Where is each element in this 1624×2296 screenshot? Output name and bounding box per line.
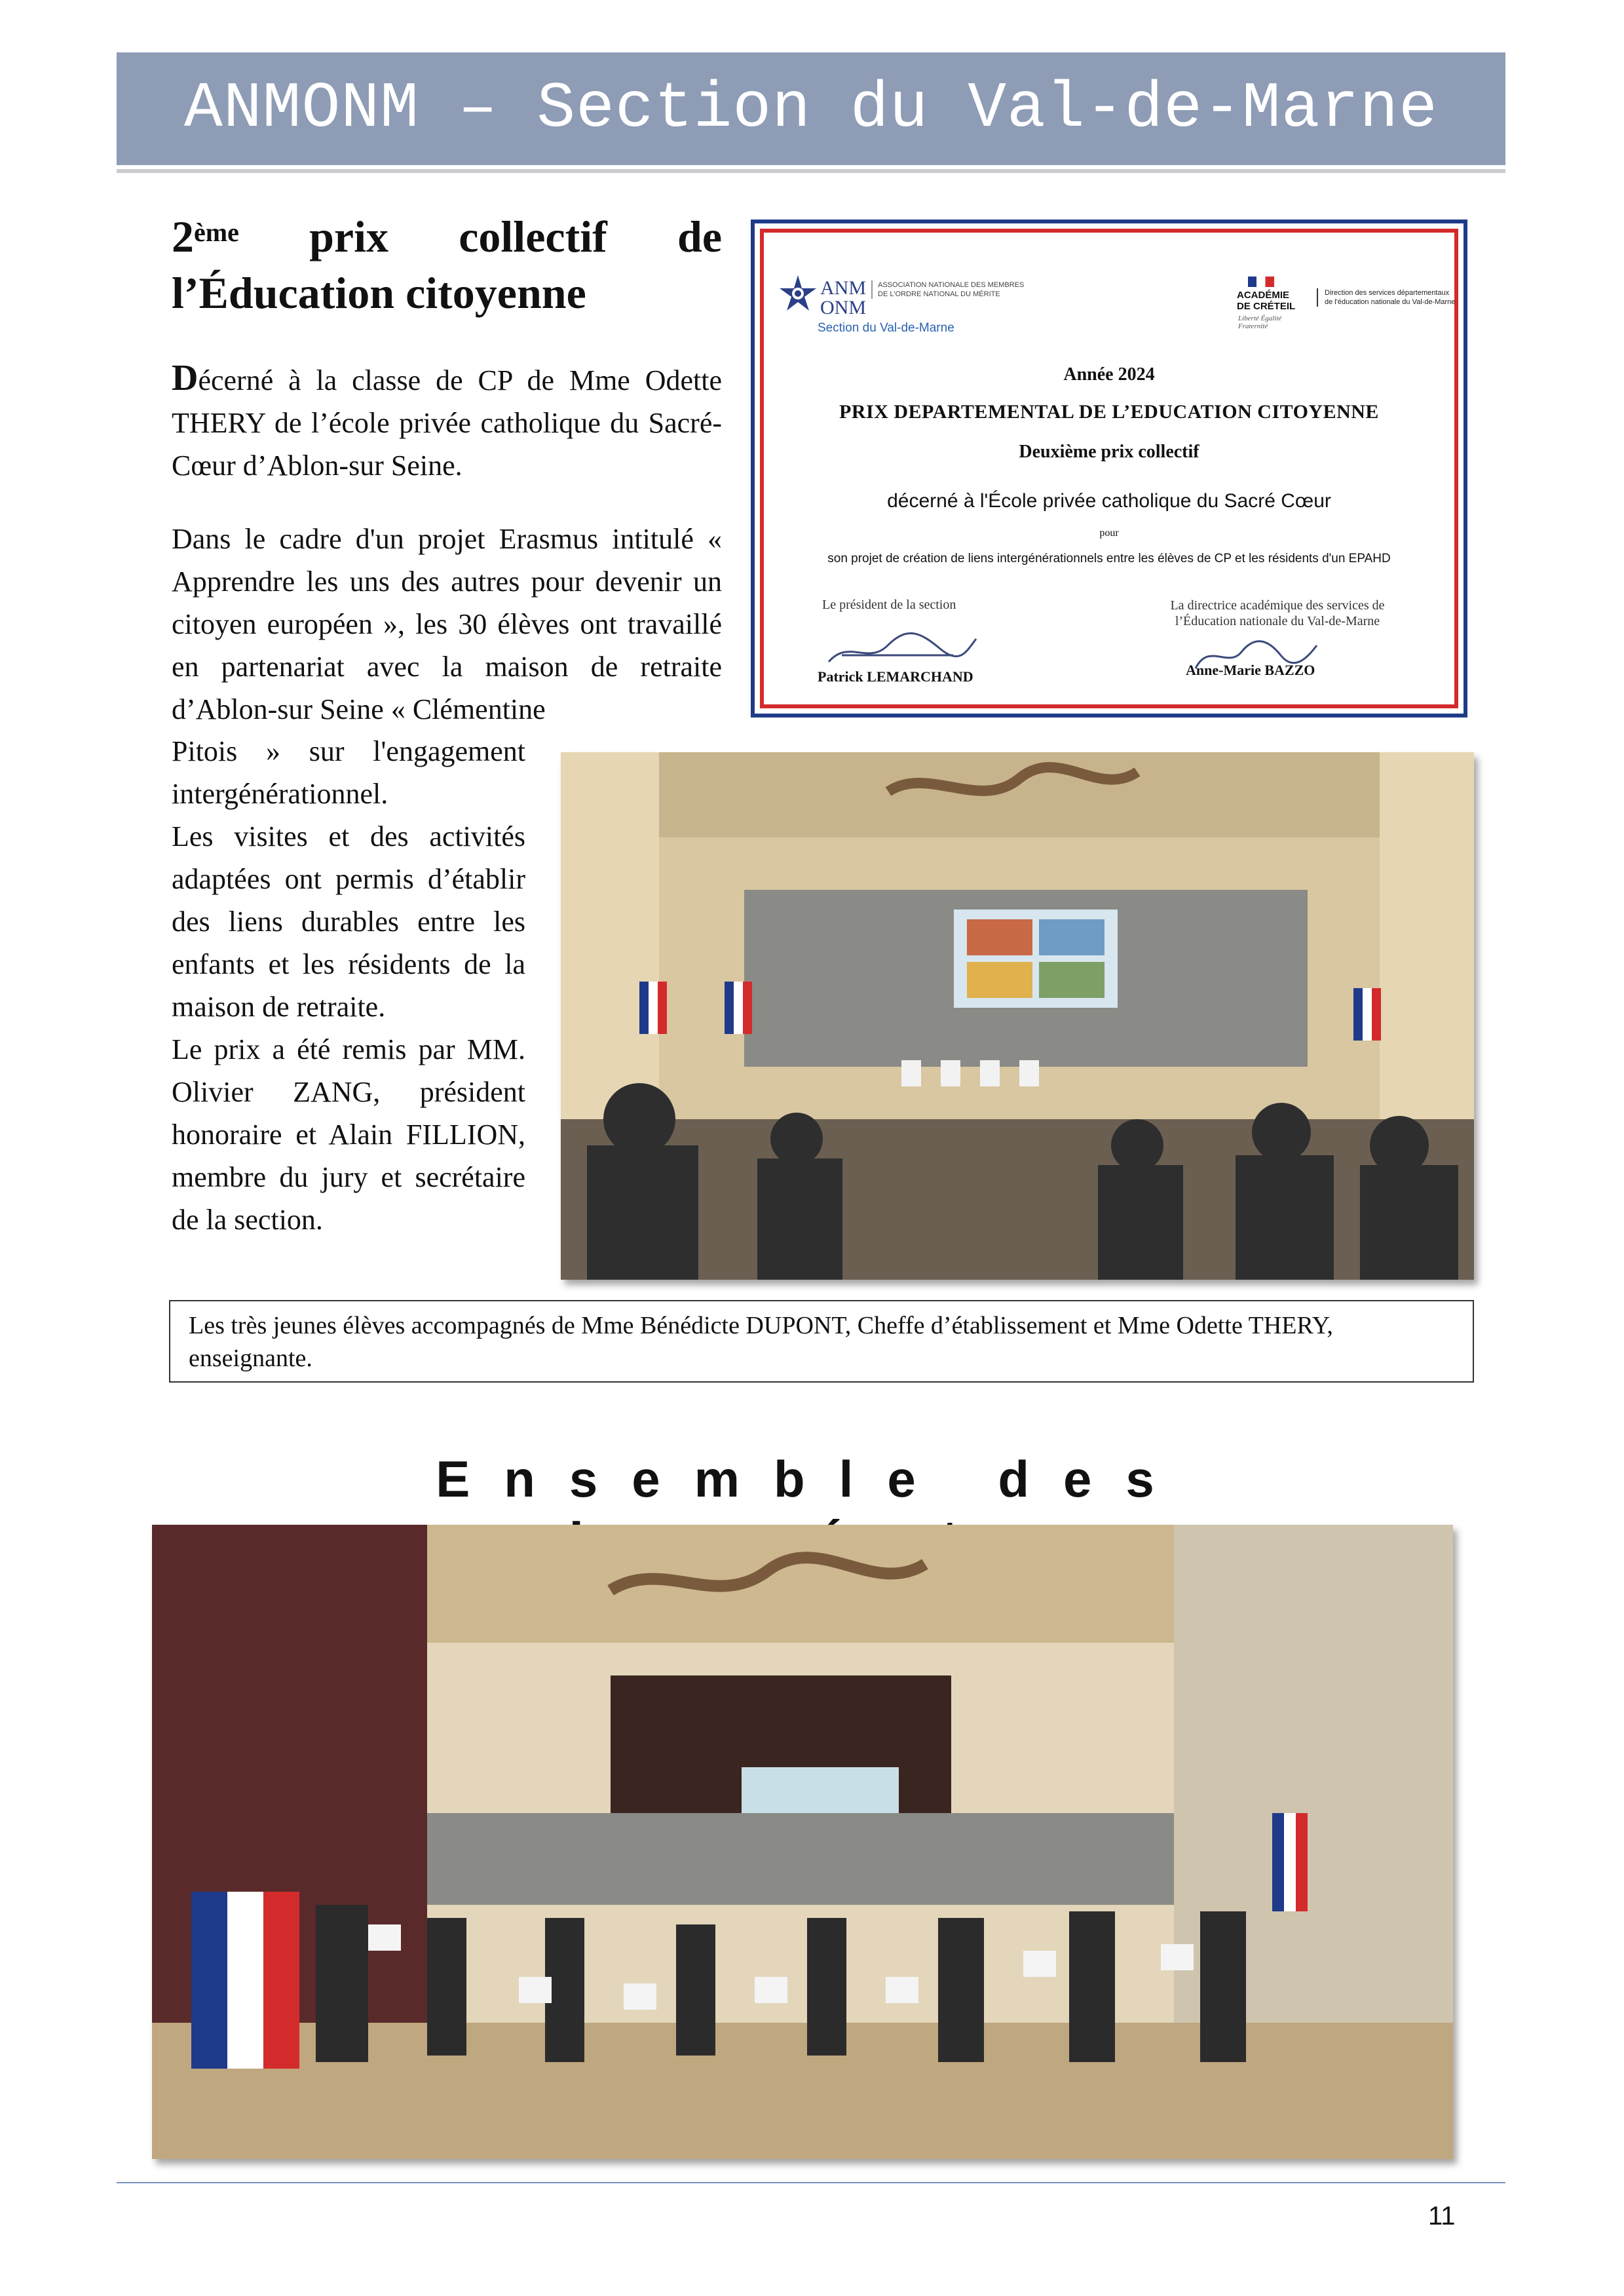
certificate-section: Section du Val-de-Marne (818, 321, 954, 335)
certificate-rank: Deuxième prix collectif (1019, 442, 1199, 462)
marianne-flag-icon (1248, 277, 1274, 287)
header-divider (117, 169, 1505, 173)
footer-divider (117, 2182, 1505, 2183)
title-line-2: l’Éducation citoyenne (172, 268, 586, 318)
title-number: 2 (172, 212, 194, 261)
association-name: ASSOCIATION NATIONALE DES MEMBRES DE L'ORDRE NATIONAL DU MÉRITE (871, 280, 1035, 299)
photo-caption: Les très jeunes élèves accompagnés de Mme Bénédicte DUPONT, Cheffe d’établissement et Mme Odette THERY, enseignante. (189, 1312, 1333, 1372)
project-paragraph: Dans le cadre d'un projet Erasmus intitulé « Apprendre les uns des autres pour devenir un citoyen européen », les 30 élèves ont travaillé en partenariat avec la maison de retraite d’Ablon-sur Seine « Clémentine (172, 523, 722, 725)
page-header-title: ANMONM – Section du Val-de-Marne (184, 72, 1438, 145)
ceremony-photo (561, 752, 1474, 1280)
activities-paragraph: Les visites et des activités adaptées ont permis d’établir des liens durables entre les enfants et les résidents de la maison de retraite. (172, 820, 525, 1023)
dsden-name: Direction des services départementaux de l'éducation nationale du Val-de-Marne (1317, 288, 1456, 307)
title-word-de: de (677, 212, 722, 261)
certificate-recipient: décerné à l'École privée catholique du Sacré Cœur (887, 490, 1331, 512)
title-superscript: ème (194, 218, 239, 247)
narrow-column (172, 730, 525, 1241)
certificate-pour: pour (1099, 527, 1119, 539)
award-paragraph: Le prix a été remis par MM. Olivier ZANG, président honoraire et Alain FILLION, membre du jury et secrétaire de la section. (172, 1033, 525, 1236)
president-name: Patrick LEMARCHAND (818, 668, 973, 685)
academie-creteil: ACADÉMIE DE CRÉTEIL (1237, 290, 1296, 312)
intro-text: écerné à la classe de CP de Mme Odette THERY de l’école privée catholique du Sacré-Cœur d’Ablon-sur Seine. (172, 364, 722, 482)
president-title: Le président de la section (822, 598, 956, 612)
order-star-icon (778, 274, 818, 313)
director-name: Anne-Marie BAZZO (1186, 662, 1315, 678)
president-signature (822, 626, 979, 672)
article-title (172, 208, 722, 321)
certificate-year: Année 2024 (1063, 364, 1155, 385)
drop-cap: D (172, 358, 198, 398)
title-word-prix: prix (309, 212, 388, 261)
intro-paragraph (172, 357, 722, 487)
certificate-prize-title: PRIX DEPARTEMENTAL DE L’EDUCATION CITOYENNE (839, 401, 1379, 423)
anm-onm-logo: ANM ONM (820, 277, 867, 318)
page-number: 11 (1428, 2202, 1456, 2230)
project-paragraph-continued: Pitois » sur l'engagement intergénérationnel. (172, 735, 525, 810)
certificate-project: son projet de création de liens intergénérationnels entre les élèves de CP et les résidents d'un EPAHD (827, 552, 1391, 565)
laureates-heading: Ensemble des (436, 1450, 1188, 1508)
republic-motto: Liberté Égalité Fraternité (1238, 315, 1282, 330)
director-title: La directrice académique des services de l’Éducation nationale du Val-de-Marne (1170, 598, 1385, 628)
title-word-collectif: collectif (459, 212, 607, 261)
laureates-group-photo (152, 1525, 1453, 2159)
